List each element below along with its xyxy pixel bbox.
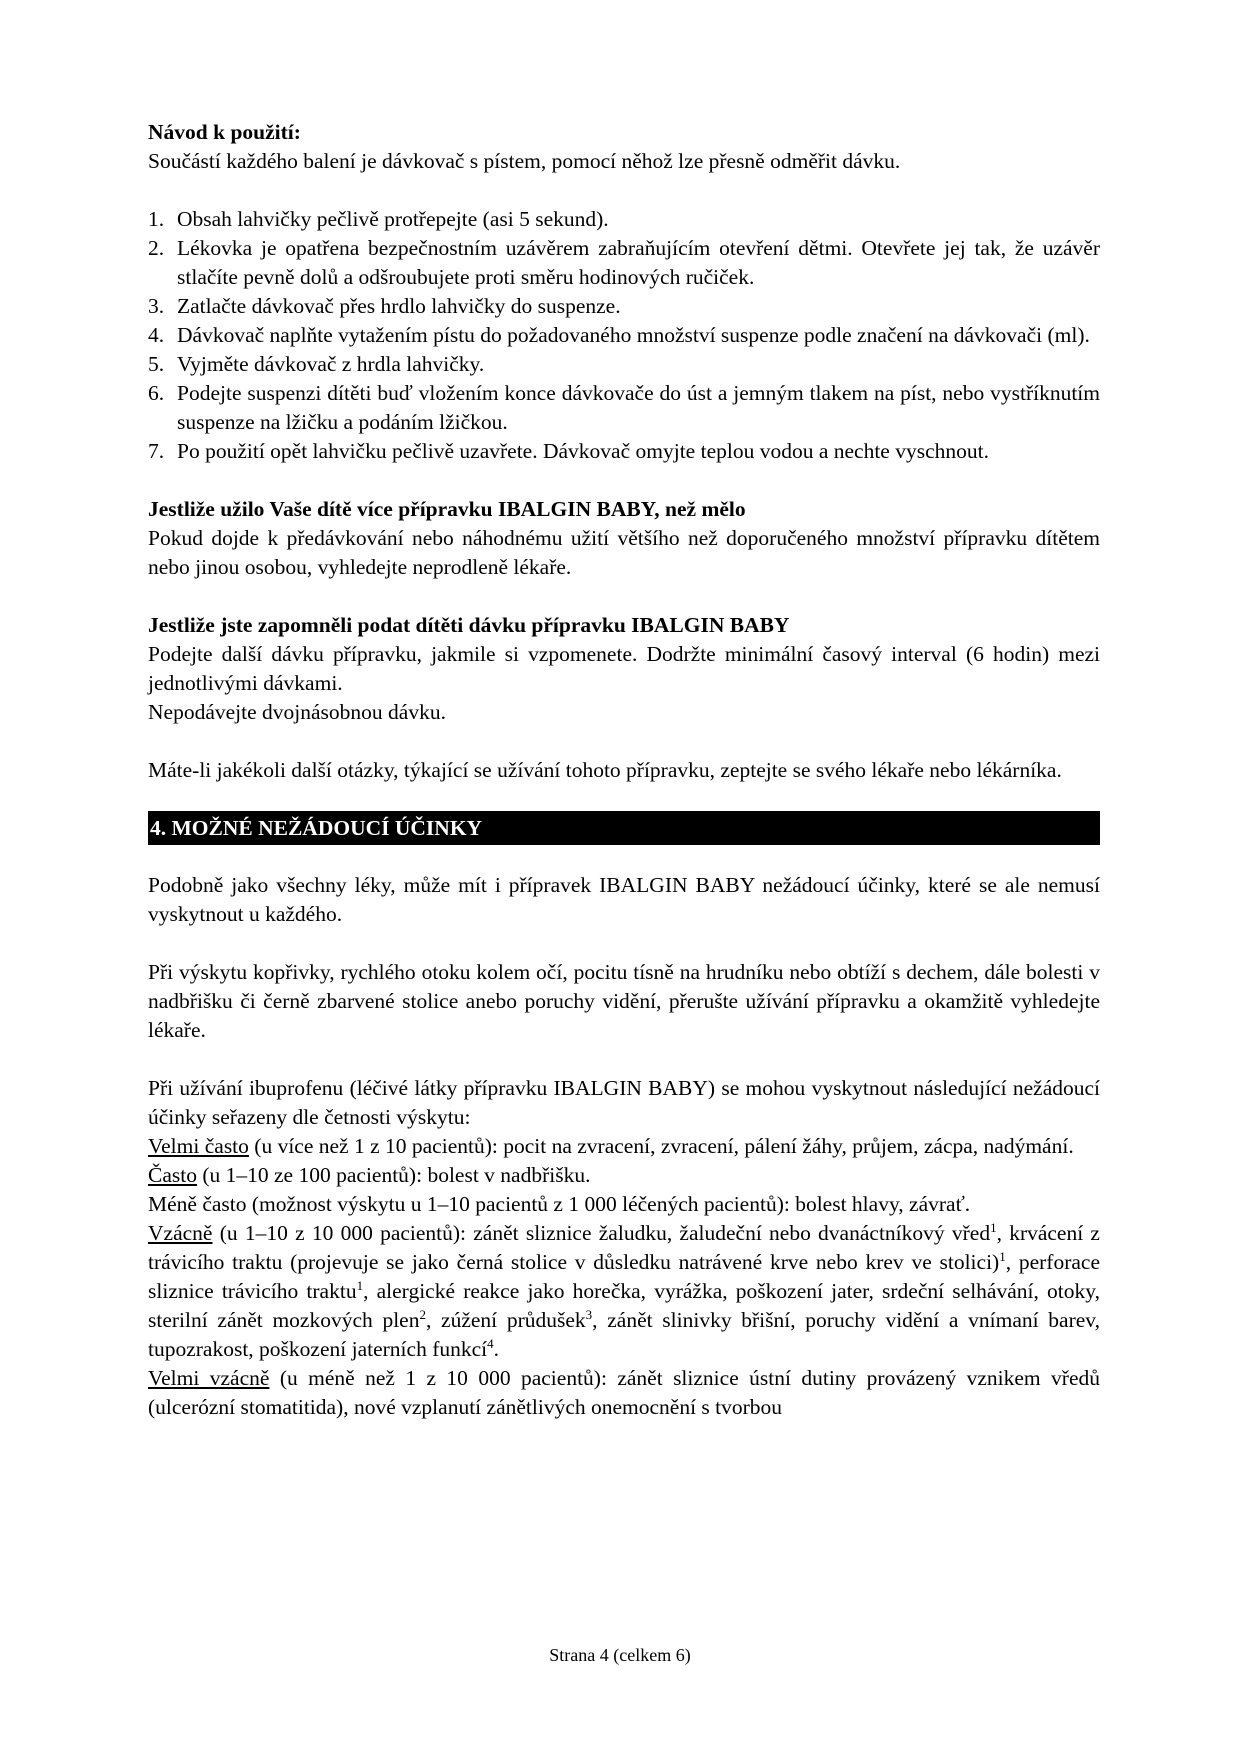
overdose-heading: Jestliže užilo Vaše dítě více přípravku IBALGIN BABY, než mělo xyxy=(148,497,746,521)
section-4-heading: 4. MOŽNÉ NEŽÁDOUCÍ ÚČINKY xyxy=(148,811,1100,845)
frequency-common: Často (u 1–10 ze 100 pacientů): bolest v nadbřišku. xyxy=(148,1163,591,1187)
side-effects-warning: Při výskytu kopřivky, rychlého otoku kolem očí, pocitu tísně na hrudníku nebo obtíží s dechem, dále bolesti v nadbřišku či černě zbarvené stolice anebo poruchy vidění, přerušte užívání přípravku a okamžitě vyhledejte lékaře. xyxy=(148,960,1100,1042)
list-item: 5. Vyjměte dávkovač z hrdla lahvičky. xyxy=(148,352,485,376)
list-item: 1. Obsah lahvičky pečlivě protřepejte (asi 5 sekund). xyxy=(148,207,609,231)
frequency-rare: Vzácně (u 1–10 z 10 000 pacientů): zánět sliznice žaludku, žaludeční nebo dvanáctníkový vřed$^1$, krvácení z trávicího traktu (projevuje se jako černá stolice v důsledku natrávené krve nebo krev ve stolici)$^1$, perforace sliznice trávicího traktu$^1$, alergické reakce jako horečka, vyrážka, poškození jater, srdeční selhávání, otoky, sterilní zánět mozkových plen$^2$, zúžení průdušek$^3$, zánět slinivky břišní, poruchy vidění a vnímaní barev, tupozrakost, poškození jaterních funkcí$^4$. xyxy=(148,1219,1101,1361)
list-item: 4. Dávkovač naplňte vytažením pístu do požadovaného množství suspenze podle značení na dávkovači (ml). xyxy=(148,323,1090,347)
instructions-intro: Součástí každého balení je dávkovač s pístem, pomocí něhož lze přesně odměřit dávku. xyxy=(148,149,901,173)
frequency-uncommon: Méně často (možnost výskytu u 1–10 pacientů z 1 000 léčených pacientů): bolest hlavy, závrať. xyxy=(148,1192,971,1216)
missed-dose-heading: Jestliže jste zapomněli podat dítěti dávku přípravku IBALGIN BABY xyxy=(148,613,790,637)
missed-dose-warning: Nepodávejte dvojnásobnou dávku. xyxy=(148,700,446,724)
list-item: 3. Zatlačte dávkovač přes hrdlo lahvičky do suspenze. xyxy=(148,294,621,318)
page-footer: Strana 4 (celkem 6) xyxy=(549,1645,691,1665)
list-item: 2. Lékovka je opatřena bezpečnostním uzávěrem zabraňujícím otevření dětmi. Otevřete jej tak, že uzávěr stlačíte pevně dolů a odšroubujete proti směru hodinových ručiček. xyxy=(148,236,1100,289)
missed-dose-text: Podejte další dávku přípravku, jakmile si vzpomenete. Dodržte minimální časový interval (6 hodin) mezi jednotlivými dávkami. xyxy=(148,642,1100,695)
instructions-heading: Návod k použití: xyxy=(148,120,301,144)
instructions-steps xyxy=(148,205,1100,466)
list-item: 7. Po použití opět lahvičku pečlivě uzavřete. Dávkovač omyjte teplou vodou a nechte vyschnout. xyxy=(148,439,989,463)
document-page xyxy=(148,118,1100,1422)
overdose-text: Pokud dojde k předávkování nebo náhodnému užití většího než doporučeného množství přípravku dítětem nebo jinou osobou, vyhledejte neprodleně lékaře. xyxy=(148,526,1100,579)
frequency-very-common: Velmi často (u více než 1 z 10 pacientů): pocit na zvracení, zvracení, pálení žáhy, průjem, zácpa, nadýmání. xyxy=(148,1134,1074,1158)
side-effects-list-intro: Při užívání ibuprofenu (léčivé látky přípravku IBALGIN BABY) se mohou vyskytnout následující nežádoucí účinky seřazeny dle četnosti výskytu: xyxy=(148,1076,1100,1129)
list-item: 6. Podejte suspenzi dítěti buď vložením konce dávkovače do úst a jemným tlakem na píst, nebo vystříknutím suspenze na lžičku a podáním lžičkou. xyxy=(148,381,1100,434)
questions-paragraph: Máte-li jakékoli další otázky, týkající se užívání tohoto přípravku, zeptejte se svého lékaře nebo lékárníka. xyxy=(148,758,1062,782)
side-effects-intro: Podobně jako všechny léky, může mít i přípravek IBALGIN BABY nežádoucí účinky, které se ale nemusí vyskytnout u každého. xyxy=(148,873,1100,926)
frequency-very-rare: Velmi vzácně (u méně než 1 z 10 000 pacientů): zánět sliznice ústní dutiny provázený vznikem vředů (ulcerózní stomatitida), nové vzplanutí zánětlivých onemocnění s tvorbou xyxy=(148,1366,1101,1419)
